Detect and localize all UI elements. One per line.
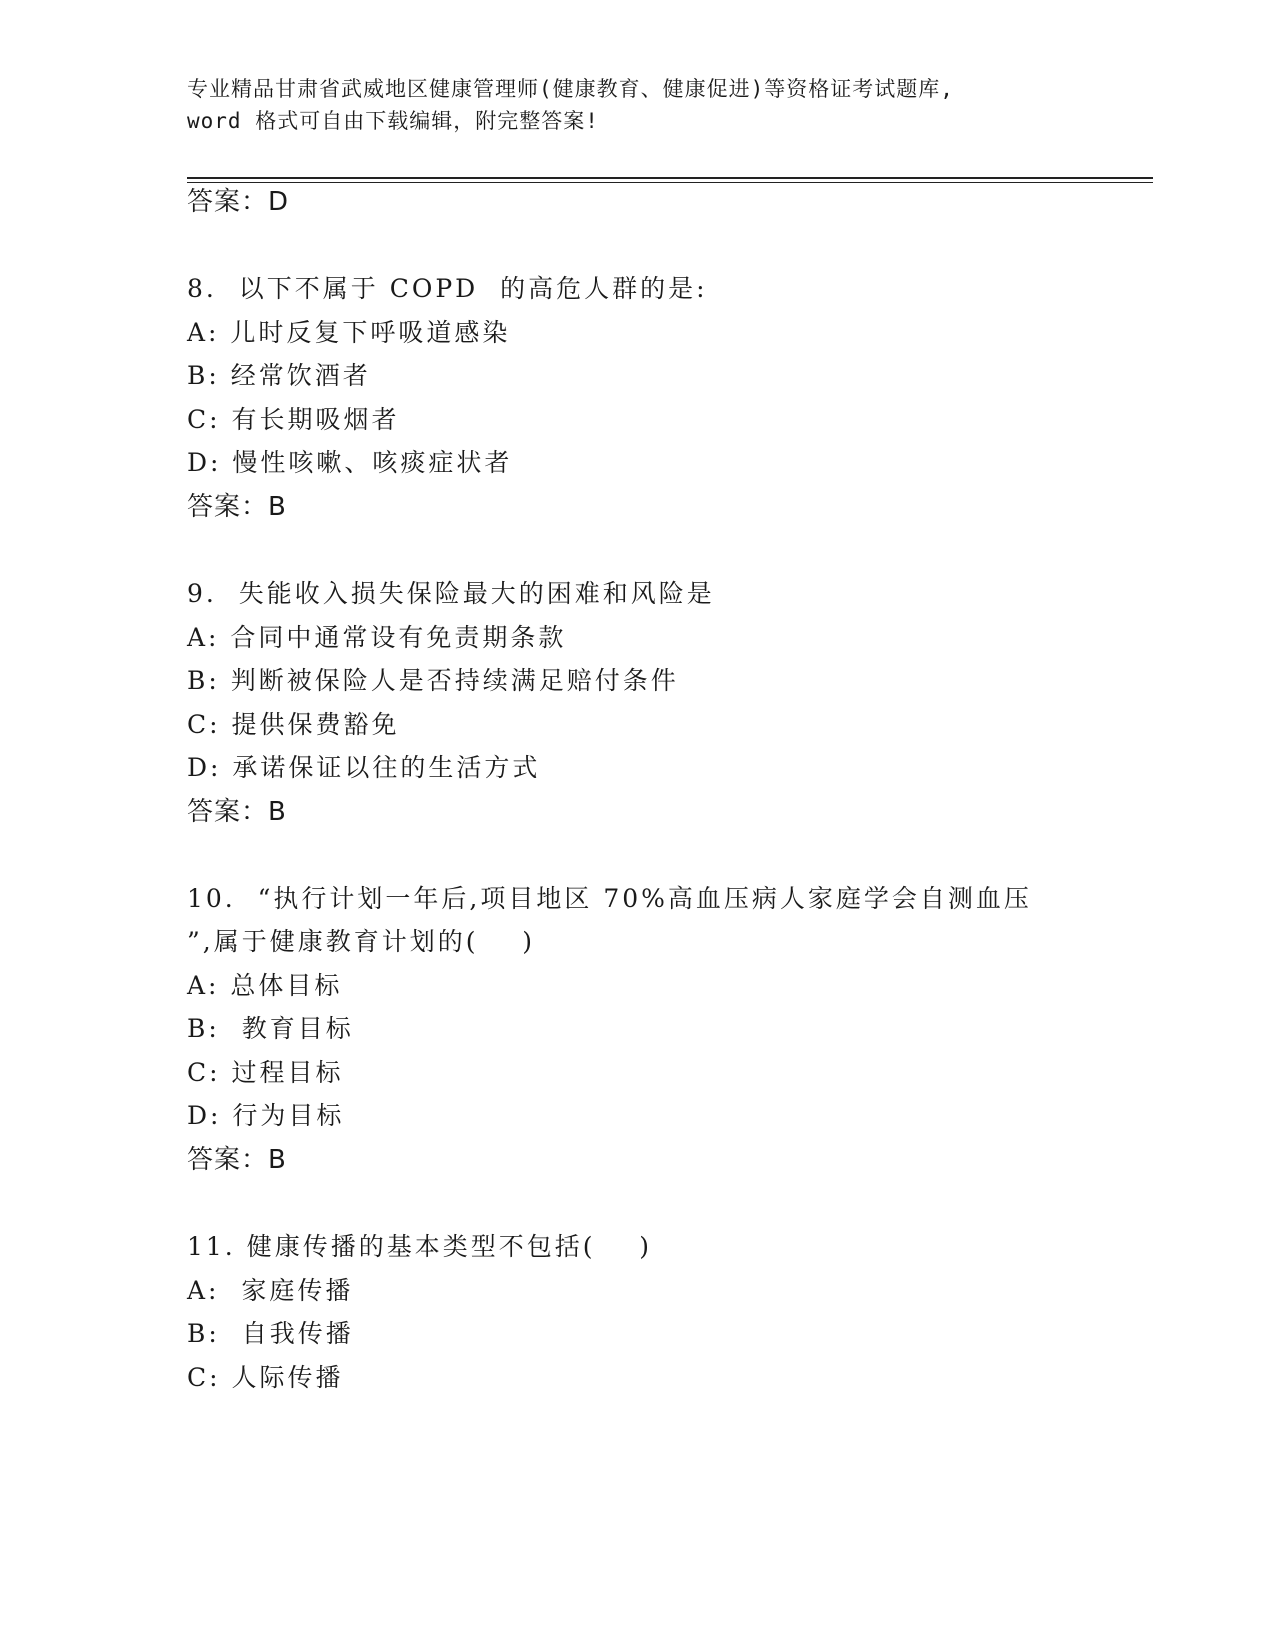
q9-option-c: C: 提供保费豁免 — [187, 710, 400, 739]
question-10-line-2: ”,属于健康教育计划的( ) — [187, 927, 536, 956]
answer-q10: 答案：B — [187, 1145, 287, 1175]
q10-option-a: A: 总体目标 — [187, 971, 343, 1000]
q8-option-b: B: 经常饮酒者 — [187, 361, 371, 390]
question-9: 9. 失能收入损失保险最大的困难和风险是 — [187, 579, 715, 608]
header-divider-thick — [187, 177, 1153, 179]
q9-option-a: A: 合同中通常设有免责期条款 — [187, 623, 567, 652]
q8-option-d: D: 慢性咳嗽、咳痰症状者 — [187, 448, 513, 477]
q11-option-a: A: 家庭传播 — [187, 1276, 354, 1305]
header-line-2: word 格式可自由下载编辑，附完整答案! — [187, 109, 599, 133]
q10-option-c: C: 过程目标 — [187, 1058, 344, 1087]
question-8: 8. 以下不属于 COPD 的高危人群的是: — [187, 274, 708, 303]
question-11: 11. 健康传播的基本类型不包括( ) — [187, 1232, 653, 1261]
document-header — [187, 73, 1067, 137]
q10-option-d: D: 行为目标 — [187, 1101, 345, 1130]
header-line-1: 专业精品甘肃省武威地区健康管理师(健康教育、健康促进)等资格证考试题库, — [187, 77, 954, 101]
answer-q8: 答案：B — [187, 492, 287, 522]
q11-option-c: C: 人际传播 — [187, 1363, 344, 1392]
q10-option-b: B: 教育目标 — [187, 1014, 354, 1043]
q9-option-d: D: 承诺保证以往的生活方式 — [187, 753, 541, 782]
q8-option-c: C: 有长期吸烟者 — [187, 405, 400, 434]
answer-q7: 答案：D — [187, 187, 290, 217]
question-10-line-1: 10. “执行计划一年后,项目地区 70%高血压病人家庭学会自测血压 — [187, 884, 1032, 913]
header-divider-thin — [187, 182, 1153, 183]
q11-option-b: B: 自我传播 — [187, 1319, 354, 1348]
answer-q9: 答案：B — [187, 797, 287, 827]
q8-option-a: A: 儿时反复下呼吸道感染 — [187, 318, 511, 347]
q9-option-b: B: 判断被保险人是否持续满足赔付条件 — [187, 666, 679, 695]
